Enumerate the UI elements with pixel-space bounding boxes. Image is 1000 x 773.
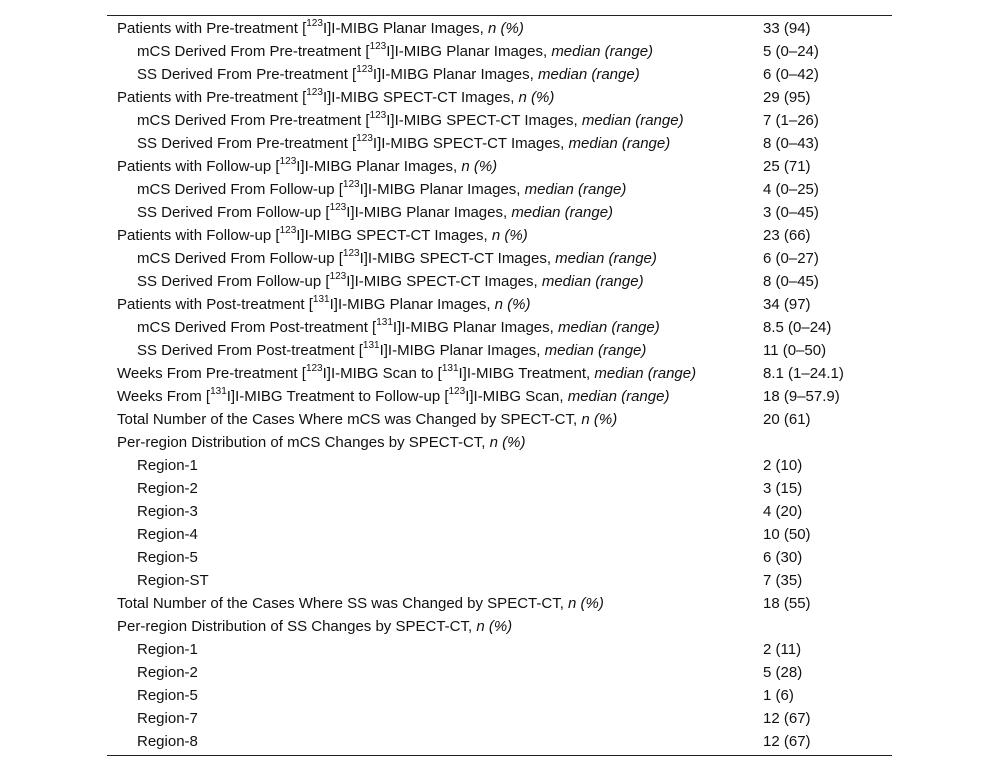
- isotope-superscript: 123: [329, 202, 347, 213]
- label-text: I]I-MIBG SPECT-CT Images,: [322, 89, 519, 106]
- table-row: [107, 201, 892, 224]
- label-text: mCS Derived From Pre-treatment [: [137, 43, 370, 60]
- row-label: [107, 204, 763, 221]
- table-row: [107, 247, 892, 270]
- label-text: SS Derived From Follow-up [: [137, 273, 330, 290]
- row-value: 12 (67): [763, 733, 811, 750]
- label-text: I]I-MIBG Planar Images,: [346, 204, 512, 221]
- row-value: 3 (15): [763, 480, 803, 497]
- row-value: 6 (0–42): [763, 66, 819, 83]
- statistic-type: n (%): [476, 618, 513, 635]
- label-text: mCS Derived From Follow-up [: [137, 181, 343, 198]
- table-row: [107, 270, 892, 293]
- statistic-type: median (range): [544, 342, 647, 359]
- label-text: I]I-MIBG Planar Images,: [386, 43, 552, 60]
- label-text: SS Derived From Pre-treatment [: [137, 135, 357, 152]
- table-row: [107, 684, 892, 707]
- row-label: [107, 411, 763, 428]
- label-text: I]I-MIBG Treatment to Follow-up [: [226, 388, 449, 405]
- statistic-type: median (range): [581, 112, 684, 129]
- label-text: I]I-MIBG Planar Images,: [296, 158, 462, 175]
- label-text: I]I-MIBG Planar Images,: [329, 296, 495, 313]
- statistic-type: n (%): [491, 227, 528, 244]
- table-row: [107, 224, 892, 247]
- table-row: [107, 638, 892, 661]
- isotope-superscript: 123: [369, 41, 387, 52]
- row-value: 2 (11): [763, 641, 802, 658]
- isotope-superscript: 123: [448, 386, 466, 397]
- isotope-superscript: 123: [356, 64, 373, 75]
- row-label: [107, 664, 763, 681]
- statistic-type: median (range): [568, 135, 671, 152]
- row-label: [107, 158, 763, 175]
- table-row: [107, 362, 892, 385]
- label-text: Weeks From Pre-treatment [: [117, 365, 306, 382]
- label-text: Region-ST: [137, 572, 209, 589]
- row-label: [107, 89, 763, 106]
- table-row: [107, 293, 892, 316]
- data-table: [107, 15, 892, 756]
- table-row: [107, 408, 892, 431]
- label-text: I]I-MIBG SPECT-CT Images,: [386, 112, 582, 129]
- table-row: [107, 454, 892, 477]
- statistic-type: median (range): [511, 204, 614, 221]
- row-value: 20 (61): [763, 411, 811, 428]
- label-text: Region-2: [137, 480, 198, 497]
- table-row: [107, 707, 892, 730]
- label-text: I]I-MIBG Planar Images,: [392, 319, 558, 336]
- table-row: [107, 592, 892, 615]
- table-row: [107, 316, 892, 339]
- row-value: 2 (10): [763, 457, 803, 474]
- isotope-superscript: 123: [342, 179, 360, 190]
- label-text: mCS Derived From Pre-treatment [: [137, 112, 370, 129]
- isotope-superscript: 123: [279, 156, 297, 167]
- label-text: Region-8: [137, 733, 198, 750]
- row-value: 3 (0–45): [763, 204, 819, 221]
- label-text: Region-5: [137, 549, 198, 566]
- label-text: I]I-MIBG Planar Images,: [379, 342, 545, 359]
- row-value: 8 (0–45): [763, 273, 819, 290]
- table-row: [107, 63, 892, 86]
- row-label: [107, 181, 763, 198]
- label-text: Patients with Follow-up [: [117, 158, 280, 175]
- row-label: [107, 457, 763, 474]
- statistic-type: median (range): [541, 273, 644, 290]
- row-label: [107, 273, 763, 290]
- label-text: Region-4: [137, 526, 198, 543]
- row-label: [107, 319, 763, 336]
- row-label: [107, 388, 763, 405]
- label-text: Region-1: [137, 457, 198, 474]
- label-text: I]I-MIBG Scan to [: [322, 365, 442, 382]
- statistic-type: n (%): [489, 434, 526, 451]
- row-value: 8.5 (0–24): [763, 319, 832, 336]
- label-text: Region-1: [137, 641, 198, 658]
- row-value: 29 (95): [763, 89, 811, 106]
- label-text: Per-region Distribution of mCS Changes by SPECT-CT,: [117, 434, 490, 451]
- row-label: [107, 687, 763, 704]
- row-label: [107, 112, 763, 129]
- label-text: Patients with Pre-treatment [: [117, 89, 307, 106]
- statistic-type: median (range): [567, 388, 670, 405]
- row-label: [107, 618, 763, 635]
- table-row: [107, 17, 892, 40]
- row-value: 4 (20): [763, 503, 803, 520]
- table-row: [107, 569, 892, 592]
- statistic-type: n (%): [461, 158, 498, 175]
- row-label: [107, 342, 763, 359]
- isotope-superscript: 123: [329, 271, 347, 282]
- statistic-type: n (%): [581, 411, 618, 428]
- row-label: [107, 503, 763, 520]
- label-text: I]I-MIBG Scan,: [465, 388, 568, 405]
- statistic-type: median (range): [524, 181, 627, 198]
- row-label: [107, 365, 763, 382]
- row-value: 4 (0–25): [763, 181, 819, 198]
- statistic-type: median (range): [551, 43, 654, 60]
- row-label: [107, 641, 763, 658]
- table-row: [107, 431, 892, 454]
- table-row: [107, 86, 892, 109]
- label-text: Region-3: [137, 503, 198, 520]
- row-label: [107, 296, 763, 313]
- row-label: [107, 434, 763, 451]
- isotope-superscript: 123: [279, 225, 297, 236]
- label-text: I]I-MIBG SPECT-CT Images,: [296, 227, 492, 244]
- label-text: I]I-MIBG SPECT-CT Images,: [372, 135, 569, 152]
- row-value: 7 (1–26): [763, 112, 819, 129]
- table-row: [107, 730, 892, 753]
- table-row: [107, 132, 892, 155]
- label-text: I]I-MIBG Planar Images,: [372, 66, 538, 83]
- label-text: I]I-MIBG Treatment,: [458, 365, 595, 382]
- label-text: I]I-MIBG SPECT-CT Images,: [359, 250, 556, 267]
- table-row: [107, 523, 892, 546]
- row-value: 7 (35): [763, 572, 803, 589]
- row-value: 5 (0–24): [763, 43, 819, 60]
- row-value: 8.1 (1–24.1): [763, 365, 844, 382]
- table-row: [107, 546, 892, 569]
- isotope-superscript: 131: [312, 294, 330, 305]
- row-value: 33 (94): [763, 20, 811, 37]
- row-value: 18 (9–57.9): [763, 388, 840, 405]
- statistic-type: n (%): [494, 296, 531, 313]
- row-value: 12 (67): [763, 710, 811, 727]
- row-label: [107, 549, 763, 566]
- table-row: [107, 109, 892, 132]
- row-value: 1 (6): [763, 687, 794, 704]
- statistic-type: n (%): [518, 89, 555, 106]
- row-label: [107, 250, 763, 267]
- label-text: SS Derived From Follow-up [: [137, 204, 330, 221]
- table-row: [107, 40, 892, 63]
- statistic-type: median (range): [537, 66, 640, 83]
- row-value: 25 (71): [763, 158, 811, 175]
- label-text: Patients with Pre-treatment [: [117, 20, 307, 37]
- table-row: [107, 477, 892, 500]
- row-label: [107, 66, 763, 83]
- row-label: [107, 572, 763, 589]
- label-text: Total Number of the Cases Where SS was Changed by SPECT-CT,: [117, 595, 569, 612]
- row-value: 5 (28): [763, 664, 803, 681]
- isotope-superscript: 123: [369, 110, 387, 121]
- isotope-superscript: 131: [441, 363, 459, 374]
- table-row: [107, 615, 892, 638]
- statistic-type: median (range): [557, 319, 660, 336]
- row-value: 34 (97): [763, 296, 811, 313]
- row-label: [107, 710, 763, 727]
- row-value: 11 (0–50): [763, 342, 827, 359]
- statistic-type: median (range): [594, 365, 697, 382]
- label-text: I]I-MIBG SPECT-CT Images,: [346, 273, 542, 290]
- isotope-superscript: 131: [376, 317, 393, 328]
- isotope-superscript: 123: [342, 248, 360, 259]
- table-row: [107, 385, 892, 408]
- table-row: [107, 178, 892, 201]
- table-row: [107, 339, 892, 362]
- statistic-type: n (%): [488, 20, 524, 37]
- row-label: [107, 733, 763, 750]
- table-row: [107, 155, 892, 178]
- label-text: Region-2: [137, 664, 198, 681]
- label-text: Total Number of the Cases Where mCS was Changed by SPECT-CT,: [117, 411, 582, 428]
- isotope-superscript: 131: [210, 386, 227, 397]
- label-text: SS Derived From Pre-treatment [: [137, 66, 357, 83]
- row-label: [107, 480, 763, 497]
- row-value: 18 (55): [763, 595, 811, 612]
- label-text: mCS Derived From Post-treatment [: [137, 319, 377, 336]
- isotope-superscript: 123: [306, 87, 323, 98]
- row-label: [107, 135, 763, 152]
- isotope-superscript: 123: [356, 133, 373, 144]
- statistic-type: n (%): [568, 595, 604, 612]
- table-row: [107, 661, 892, 684]
- label-text: SS Derived From Post-treatment [: [137, 342, 363, 359]
- row-label: [107, 227, 763, 244]
- row-value: 8 (0–43): [763, 135, 819, 152]
- statistic-type: median (range): [555, 250, 657, 267]
- isotope-superscript: 131: [362, 340, 380, 351]
- label-text: Region-5: [137, 687, 198, 704]
- row-value: 23 (66): [763, 227, 811, 244]
- label-text: mCS Derived From Follow-up [: [137, 250, 343, 267]
- row-value: 6 (30): [763, 549, 803, 566]
- label-text: Weeks From [: [117, 388, 211, 405]
- row-label: [107, 43, 763, 60]
- label-text: I]I-MIBG Planar Images,: [322, 20, 488, 37]
- label-text: Per-region Distribution of SS Changes by SPECT-CT,: [117, 618, 477, 635]
- row-value: 6 (0–27): [763, 250, 819, 267]
- label-text: I]I-MIBG Planar Images,: [359, 181, 525, 198]
- row-label: [107, 526, 763, 543]
- row-label: [107, 595, 763, 612]
- row-value: 10 (50): [763, 526, 811, 543]
- label-text: Patients with Post-treatment [: [117, 296, 313, 313]
- isotope-superscript: 123: [306, 18, 323, 29]
- isotope-superscript: 123: [305, 363, 323, 374]
- label-text: Patients with Follow-up [: [117, 227, 280, 244]
- row-label: [107, 20, 763, 37]
- table-row: [107, 500, 892, 523]
- label-text: Region-7: [137, 710, 198, 727]
